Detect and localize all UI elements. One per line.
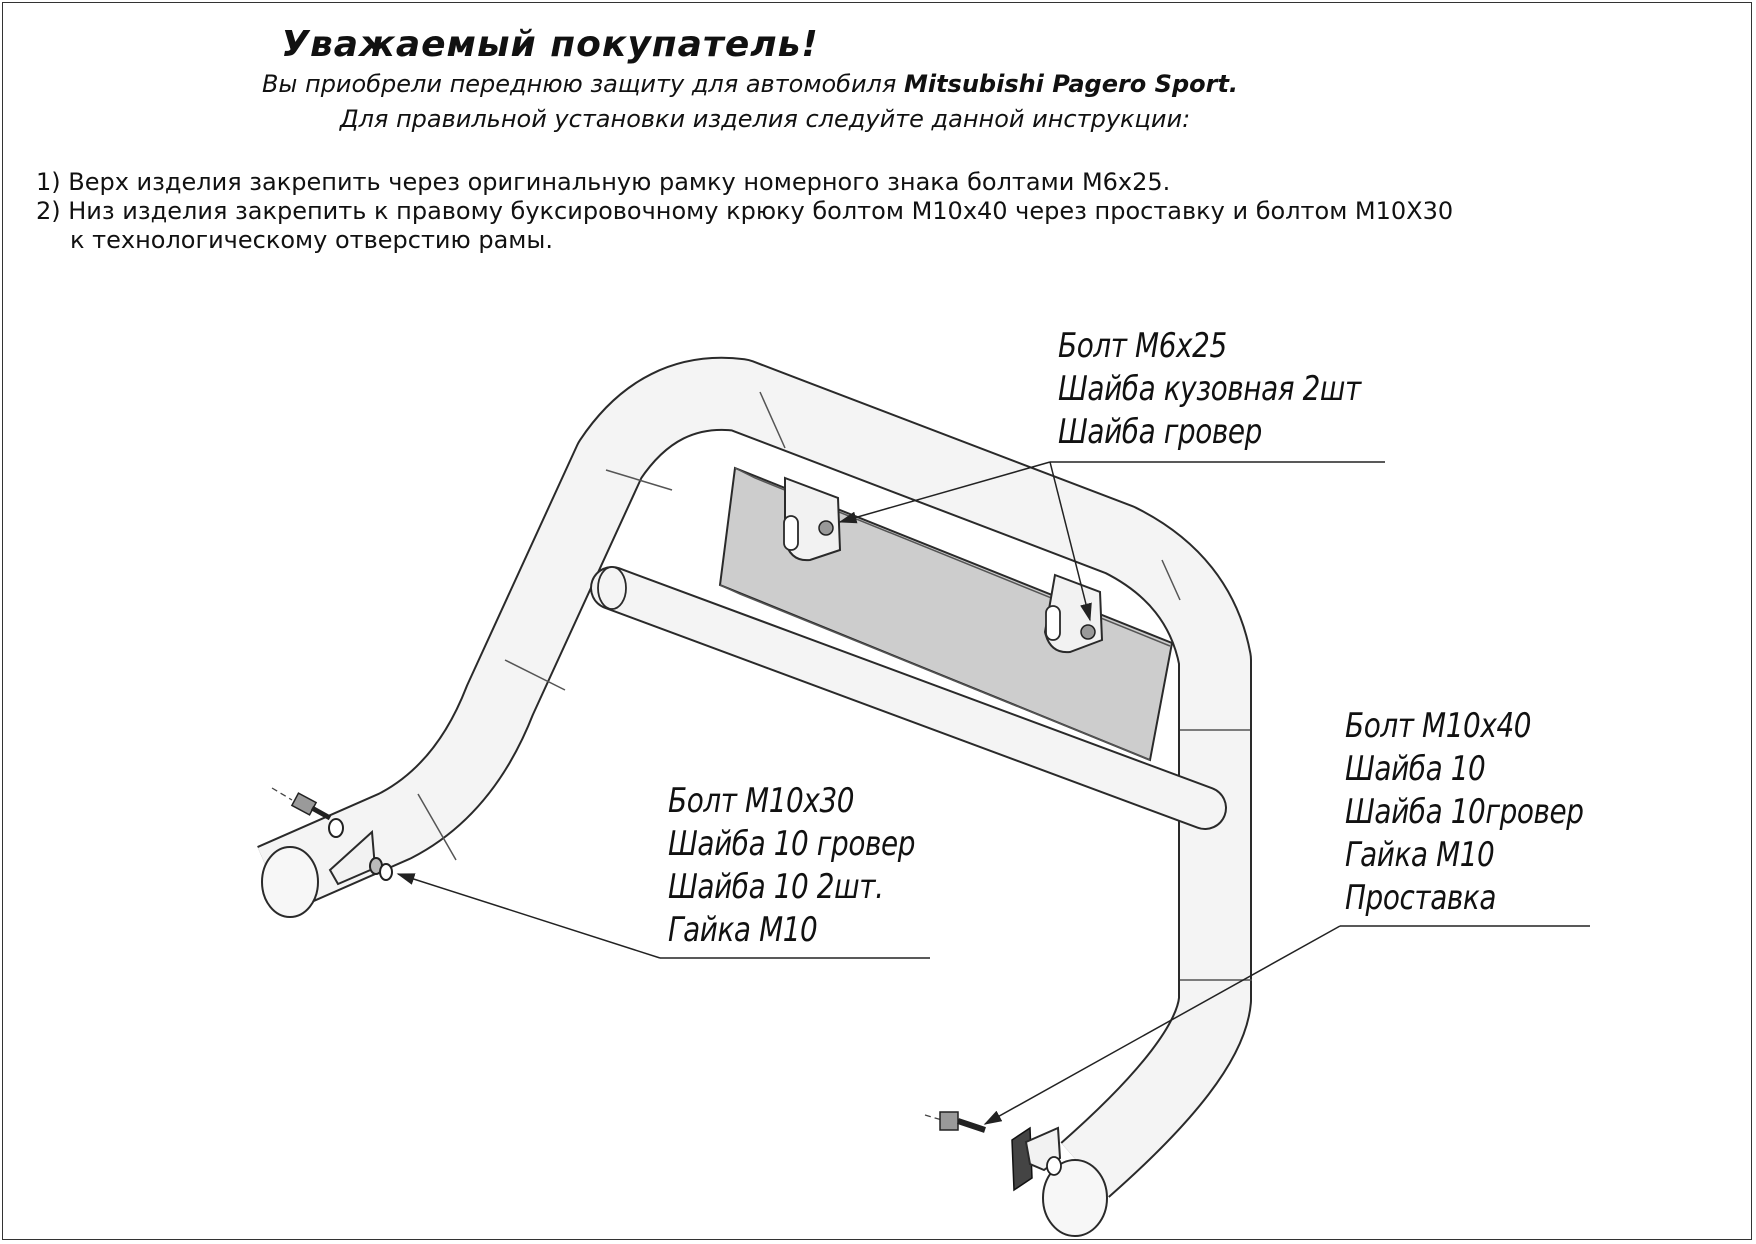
step-2-continuation: к технологическому отверстию рамы. <box>70 226 553 254</box>
callout-left-line: Шайба 10 2шт. <box>668 867 884 907</box>
intro-line-2: Для правильной установки изделия следуйте данной инструкции: <box>339 105 1191 133</box>
intro-prefix: Вы приобрели переднюю защиту для автомобиля <box>261 70 904 98</box>
right-bracket-hardware <box>925 1112 1061 1190</box>
callout-right-line: Шайба 10 <box>1345 749 1486 789</box>
left-tube-end <box>262 847 318 917</box>
callout-left-line: Болт М10х30 <box>668 781 855 821</box>
callout-top-line: Болт М6х25 <box>1058 326 1227 366</box>
plate-bracket-right <box>1045 575 1102 652</box>
car-model: Mitsubishi Pagero Sport. <box>903 70 1239 98</box>
callout-left-line: Гайка М10 <box>668 910 818 950</box>
callout-right-line: Шайба 10гровер <box>1345 792 1584 832</box>
step-2: 2) Низ изделия закрепить к правому буксировочному крюку болтом М10х40 через проставку и болтом М10Х30 <box>36 197 1454 225</box>
callout-top-line: Шайба кузовная 2шт <box>1058 369 1361 409</box>
leader-right <box>985 926 1590 1124</box>
callout-right-line: Гайка М10 <box>1345 835 1495 875</box>
callout-left-line: Шайба 10 гровер <box>668 824 916 864</box>
page-title: Уважаемый покупатель! <box>281 24 819 65</box>
callout-right-line: Проставка <box>1345 878 1497 918</box>
callout-right <box>1345 705 1584 920</box>
callout-right-line: Болт М10х40 <box>1345 706 1532 746</box>
step-1: 1) Верх изделия закрепить через оригинальную рамку номерного знака болтами М6х25. <box>36 168 1171 196</box>
plate-bracket-left <box>784 478 840 560</box>
callout-top <box>1058 325 1361 454</box>
callout-left <box>668 780 915 952</box>
callout-top-line: Шайба гровер <box>1058 412 1262 452</box>
